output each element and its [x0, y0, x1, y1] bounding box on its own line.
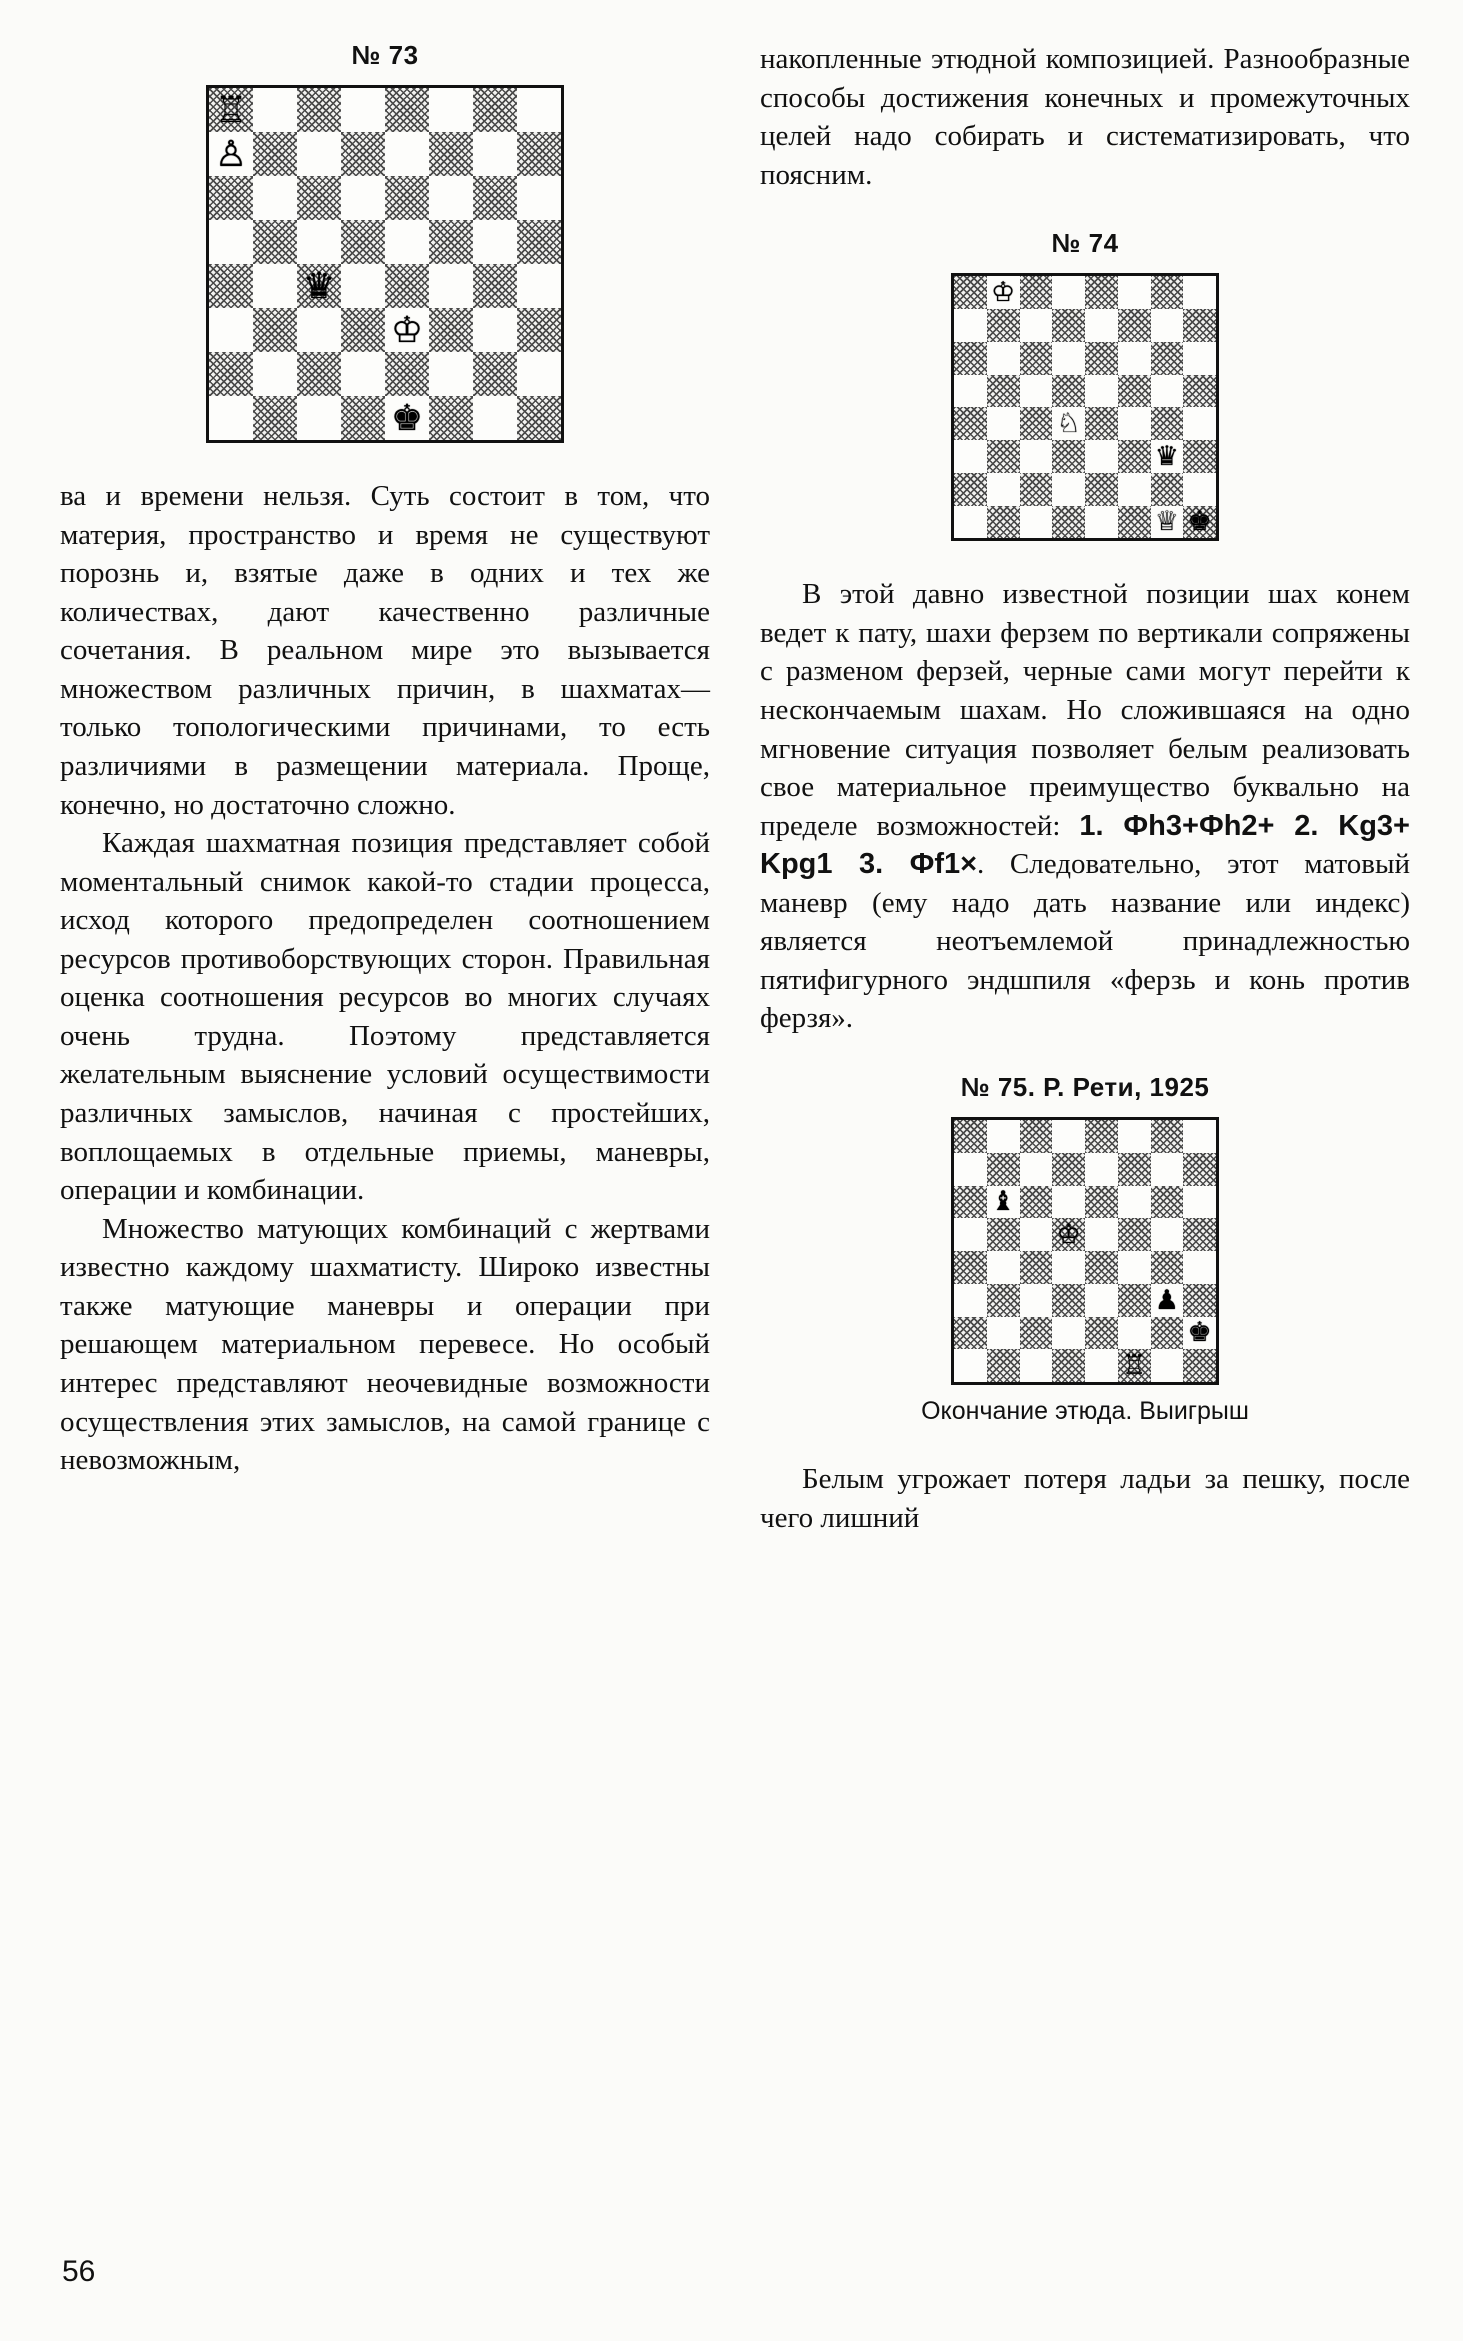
board-square	[209, 396, 253, 440]
board-square	[1118, 440, 1151, 473]
board-square	[385, 132, 429, 176]
board-square	[1151, 342, 1184, 375]
chess-board-74	[951, 273, 1219, 541]
board-square	[429, 264, 473, 308]
board-square	[1151, 1120, 1184, 1153]
board-square	[1052, 1218, 1085, 1251]
left-paragraph-1: ва и времени нельзя. Суть состоит в том, что материя, пространство и время не существуют порознь и, взятые даже в одних и тех же количествах, дают качественно различные сочетания. В реальном мире это вызывается множеством различных причин, в шахматах— только топологическими причинами, то есть различиями в размещении материала. Проще, конечно, но достаточно сложно.	[60, 480, 710, 821]
board-square	[473, 352, 517, 396]
chess-piece: ♖	[1122, 1350, 1147, 1381]
board-square	[1183, 407, 1216, 440]
board-square	[954, 473, 987, 506]
board-square	[1085, 1349, 1118, 1382]
board-square	[473, 396, 517, 440]
board-square	[429, 176, 473, 220]
board-square	[473, 220, 517, 264]
board-square	[341, 88, 385, 132]
chess-piece: ♝	[991, 1186, 1016, 1217]
board-square	[954, 1284, 987, 1317]
board-square	[385, 88, 429, 132]
board-square	[954, 440, 987, 473]
chess-piece: ♔	[991, 277, 1016, 308]
board-square	[1118, 309, 1151, 342]
board-square	[1020, 1120, 1053, 1153]
board-square	[1052, 1120, 1085, 1153]
board-square	[1020, 375, 1053, 408]
board-square	[1151, 1284, 1184, 1317]
board-square	[1151, 309, 1184, 342]
board-square	[517, 352, 561, 396]
board-square	[1052, 309, 1085, 342]
board-square	[1151, 1349, 1184, 1382]
chess-piece: ♖	[214, 90, 248, 130]
board-square	[987, 1218, 1020, 1251]
board-square	[987, 276, 1020, 309]
board-square	[517, 132, 561, 176]
board-square	[253, 264, 297, 308]
board-square	[954, 1120, 987, 1153]
diagram-73-label: № 73	[351, 40, 419, 70]
board-square	[987, 1186, 1020, 1219]
left-paragraph-3: Множество матующих комбинаций с жертвами известно каждому шахматисту. Широко известны также матующие маневры и операции при решающем материальном перевесе. Но особый интерес представляют неочевидные возможности осуществления этих замыслов, на самой границе с невозможным,	[60, 1212, 710, 1477]
board-square	[1183, 506, 1216, 539]
board-square	[385, 176, 429, 220]
board-square	[987, 1120, 1020, 1153]
board-square	[1052, 1251, 1085, 1284]
board-square	[429, 132, 473, 176]
board-square	[954, 1153, 987, 1186]
board-square	[1085, 1120, 1118, 1153]
board-square	[1085, 342, 1118, 375]
diagram-73-board-wrap	[60, 85, 710, 443]
board-square	[517, 396, 561, 440]
board-square	[341, 264, 385, 308]
chess-piece: ♔	[1056, 1219, 1081, 1250]
board-square	[954, 1349, 987, 1382]
diagram-74-board-wrap	[760, 273, 1410, 541]
board-square	[987, 309, 1020, 342]
board-square	[1085, 1153, 1118, 1186]
board-square	[987, 1349, 1020, 1382]
diagram-74-label: № 74	[1051, 228, 1119, 259]
board-square	[987, 1284, 1020, 1317]
left-paragraph-2: Каждая шахматная позиция представляет собой моментальный снимок какой-то стадии процесса, исход которого предопределен соотношением ресурсов противоборствующих сторон. Правильная оценка соотношения ресурсов во многих случаях очень трудна. Поэтому представляется желательным выяснение условий осуществимости различных замыслов, начиная с простейших, воплощаемых в отдельные приемы, маневры, операции и комбинации.	[60, 827, 710, 1207]
board-square	[1020, 276, 1053, 309]
chess-piece: ♟	[1154, 1284, 1179, 1315]
right-column	[760, 40, 1410, 1537]
board-square	[1151, 506, 1184, 539]
board-square	[1020, 1251, 1053, 1284]
chess-piece: ♔	[390, 310, 424, 350]
board-square	[1052, 1317, 1085, 1350]
board-square	[954, 1186, 987, 1219]
board-square	[1183, 1317, 1216, 1350]
board-square	[341, 396, 385, 440]
board-square	[1118, 375, 1151, 408]
board-square	[517, 220, 561, 264]
board-square	[987, 1317, 1020, 1350]
board-square	[473, 308, 517, 352]
board-square	[1020, 1218, 1053, 1251]
board-square	[429, 352, 473, 396]
diagram-75-caption: Окончание этюда. Выигрыш	[921, 1397, 1249, 1425]
board-square	[1118, 1153, 1151, 1186]
board-square	[341, 220, 385, 264]
board-square	[987, 1251, 1020, 1284]
board-square	[473, 176, 517, 220]
board-square	[1118, 407, 1151, 440]
board-square	[987, 1153, 1020, 1186]
board-square	[1183, 440, 1216, 473]
board-square	[517, 264, 561, 308]
board-square	[253, 132, 297, 176]
board-square	[1085, 309, 1118, 342]
chess-piece: ♘	[1056, 408, 1081, 439]
board-square	[253, 308, 297, 352]
board-square	[209, 132, 253, 176]
board-square	[297, 88, 341, 132]
board-square	[1183, 1349, 1216, 1382]
board-square	[473, 88, 517, 132]
board-square	[209, 264, 253, 308]
board-square	[1183, 276, 1216, 309]
board-square	[517, 88, 561, 132]
board-square	[473, 264, 517, 308]
board-square	[517, 176, 561, 220]
board-square	[429, 396, 473, 440]
board-square	[1052, 276, 1085, 309]
board-square	[429, 308, 473, 352]
board-square	[297, 220, 341, 264]
board-square	[1085, 1317, 1118, 1350]
board-square	[1183, 375, 1216, 408]
board-square	[253, 88, 297, 132]
board-square	[385, 396, 429, 440]
board-square	[1118, 1349, 1151, 1382]
board-square	[1052, 506, 1085, 539]
chess-piece: ♛	[1154, 440, 1179, 471]
board-square	[1118, 342, 1151, 375]
board-square	[1020, 1153, 1053, 1186]
board-square	[1020, 309, 1053, 342]
board-square	[385, 264, 429, 308]
right-paragraph-middle	[760, 575, 1410, 1038]
chess-board-75	[951, 1117, 1219, 1385]
board-square	[341, 132, 385, 176]
board-square	[253, 220, 297, 264]
board-square	[297, 396, 341, 440]
board-square	[1183, 1153, 1216, 1186]
board-square	[1085, 375, 1118, 408]
board-square	[1118, 1317, 1151, 1350]
board-square	[385, 352, 429, 396]
board-square	[954, 506, 987, 539]
board-square	[954, 309, 987, 342]
board-square	[1183, 1120, 1216, 1153]
board-square	[954, 375, 987, 408]
board-square	[1151, 473, 1184, 506]
board-square	[1020, 473, 1053, 506]
board-square	[1020, 1349, 1053, 1382]
board-square	[1151, 276, 1184, 309]
right-paragraph-middle-part1: В этой давно известной позиции шах конем ведет к пату, шахи ферзем по вертикали сопряжены с разменом ферзей, черные сами могут перейти к нескончаемым шахам. Но сложившаяся на одно мгновение ситуация позволяет белым реализовать свое материальное преимущество буквально на пределе возможностей:	[760, 578, 1410, 842]
board-square	[1085, 506, 1118, 539]
board-square	[1085, 1186, 1118, 1219]
board-square	[253, 396, 297, 440]
board-square	[297, 352, 341, 396]
board-square	[1085, 407, 1118, 440]
board-square	[1183, 342, 1216, 375]
diagram-75-board-wrap	[760, 1117, 1410, 1385]
board-square	[987, 342, 1020, 375]
board-square	[1052, 375, 1085, 408]
board-square	[209, 88, 253, 132]
board-square	[1085, 440, 1118, 473]
board-square	[1052, 342, 1085, 375]
board-square	[209, 308, 253, 352]
board-square	[1151, 1218, 1184, 1251]
board-square	[1151, 407, 1184, 440]
right-paragraph-top: накопленные этюдной композицией. Разнообразные способы достижения конечных и промежуточных целей надо собирать и систематизировать, что поясним.	[760, 43, 1410, 191]
board-square	[1020, 407, 1053, 440]
chess-piece: ♚	[390, 398, 424, 438]
board-square	[1020, 1186, 1053, 1219]
board-square	[1118, 1218, 1151, 1251]
board-square	[1085, 1251, 1118, 1284]
board-square	[1118, 1120, 1151, 1153]
right-paragraph-bottom: Белым угрожает потеря ладьи за пешку, после чего лишний	[760, 1463, 1410, 1534]
board-square	[954, 1317, 987, 1350]
board-square	[954, 407, 987, 440]
board-square	[341, 176, 385, 220]
board-square	[385, 308, 429, 352]
board-square	[1151, 375, 1184, 408]
board-square	[987, 506, 1020, 539]
board-square	[1183, 473, 1216, 506]
diagram-75-label: № 75. Р. Рети, 1925	[960, 1072, 1210, 1102]
board-square	[209, 176, 253, 220]
right-paragraph-middle-part2: . Следовательно, этот матовый маневр (ему надо дать название или индекс) является неотъемлемой принадлежностью пятифигурного эндшпиля «ферзь и конь против ферзя».	[760, 848, 1410, 1035]
board-square	[1151, 1186, 1184, 1219]
board-square	[297, 176, 341, 220]
board-square	[1052, 473, 1085, 506]
board-square	[385, 220, 429, 264]
board-square	[253, 352, 297, 396]
chess-piece: ♙	[214, 134, 248, 174]
board-square	[954, 276, 987, 309]
board-square	[1020, 1284, 1053, 1317]
board-square	[954, 342, 987, 375]
board-square	[987, 375, 1020, 408]
board-square	[1118, 1186, 1151, 1219]
board-square	[1151, 1251, 1184, 1284]
chess-piece: ♛	[302, 266, 336, 306]
board-square	[1085, 1218, 1118, 1251]
board-square	[1020, 1317, 1053, 1350]
left-column	[60, 40, 710, 1480]
board-square	[1118, 1251, 1151, 1284]
board-square	[1183, 1284, 1216, 1317]
board-square	[1020, 506, 1053, 539]
board-square	[297, 264, 341, 308]
board-square	[987, 440, 1020, 473]
board-square	[1052, 1284, 1085, 1317]
board-square	[1118, 276, 1151, 309]
board-square	[1052, 440, 1085, 473]
board-square	[1020, 342, 1053, 375]
board-square	[341, 308, 385, 352]
chess-piece: ♚	[1187, 506, 1212, 537]
page-number: 56	[62, 2255, 96, 2288]
board-square	[1020, 440, 1053, 473]
board-square	[341, 352, 385, 396]
board-square	[517, 308, 561, 352]
board-square	[1118, 506, 1151, 539]
chess-piece: ♚	[1187, 1317, 1212, 1348]
board-square	[1085, 276, 1118, 309]
board-square	[954, 1218, 987, 1251]
board-square	[987, 407, 1020, 440]
board-square	[1118, 473, 1151, 506]
board-square	[297, 308, 341, 352]
board-square	[1151, 1317, 1184, 1350]
board-square	[1085, 1284, 1118, 1317]
chess-piece: ♕	[1154, 506, 1179, 537]
board-square	[1052, 1349, 1085, 1382]
board-square	[954, 1251, 987, 1284]
board-square	[253, 176, 297, 220]
board-square	[1118, 1284, 1151, 1317]
board-square	[209, 220, 253, 264]
board-square	[1151, 1153, 1184, 1186]
chess-board-73	[206, 85, 564, 443]
board-square	[209, 352, 253, 396]
board-square	[1183, 1218, 1216, 1251]
board-square	[1085, 473, 1118, 506]
board-square	[429, 220, 473, 264]
board-square	[1052, 1153, 1085, 1186]
board-square	[1183, 309, 1216, 342]
board-square	[1052, 1186, 1085, 1219]
board-square	[1183, 1186, 1216, 1219]
board-square	[1151, 440, 1184, 473]
board-square	[297, 132, 341, 176]
chess-moves: 1. Фh3+Фh2+ 2. Kg3+ Kpg1 3. Фf1×	[760, 809, 1410, 881]
board-square	[1052, 407, 1085, 440]
board-square	[987, 473, 1020, 506]
board-square	[1183, 1251, 1216, 1284]
board-square	[473, 132, 517, 176]
board-square	[429, 88, 473, 132]
